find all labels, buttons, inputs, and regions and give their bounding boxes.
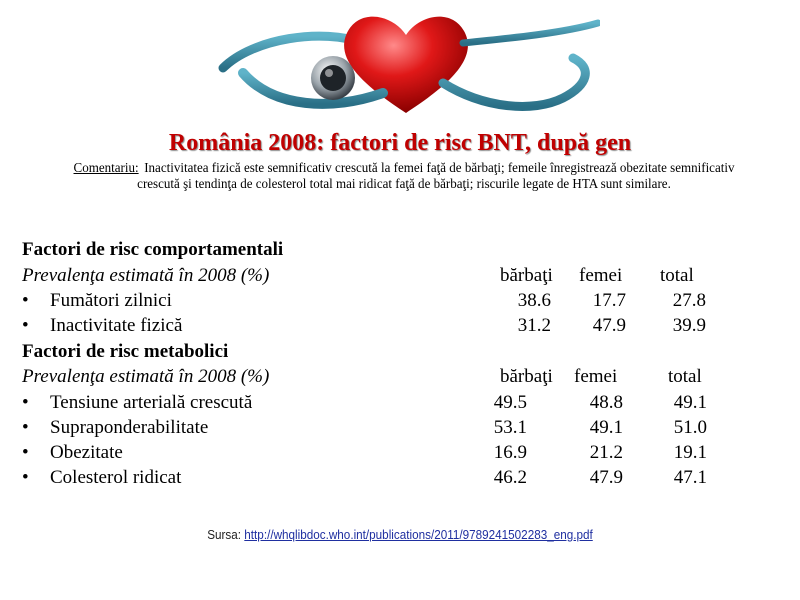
behavioral-heading: Factori de risc comportamentali bbox=[22, 239, 284, 260]
value-total: 49.1 bbox=[673, 392, 707, 413]
page-title: România 2008: factori de risc BNT, după gen bbox=[168, 130, 632, 156]
bullet-icon: • bbox=[22, 442, 29, 463]
value-women: 47.9 bbox=[592, 315, 626, 336]
value-total: 39.9 bbox=[672, 315, 706, 336]
comment-paragraph bbox=[54, 161, 753, 193]
bullet-icon: • bbox=[22, 417, 29, 438]
metabolic-subheading: Prevalenţa estimată în 2008 (%) bbox=[22, 366, 270, 387]
row-label: Obezitate bbox=[50, 442, 123, 463]
value-total: 27.8 bbox=[672, 290, 706, 311]
column-header-women: femei bbox=[574, 366, 618, 387]
metabolic-heading: Factori de risc metabolici bbox=[22, 341, 229, 362]
value-women: 49.1 bbox=[589, 417, 623, 438]
value-men: 49.5 bbox=[493, 392, 527, 413]
value-total: 19.1 bbox=[673, 442, 707, 463]
column-header-men: bărbaţi bbox=[500, 265, 553, 286]
bullet-icon: • bbox=[22, 290, 29, 311]
row-label: Inactivitate fizică bbox=[50, 315, 183, 336]
column-header-men: bărbaţi bbox=[500, 366, 553, 387]
comment-text: Inactivitatea fizică este semnificativ crescută la femei faţă de bărbaţi; femeile înregistrează obezitate semnificativ crescută şi tendinţa de colesterol total mai ridicat faţă de bărbaţi; riscurile legate de HTA sunt similare. bbox=[137, 161, 735, 192]
row-label: Supraponderabilitate bbox=[50, 417, 209, 438]
heart-icon bbox=[213, 13, 600, 120]
column-header-total: total bbox=[668, 366, 702, 387]
value-total: 47.1 bbox=[673, 467, 707, 488]
value-men: 31.2 bbox=[517, 315, 551, 336]
source-link[interactable]: http://whqlibdoc.who.int/publications/2011/9789241502283_eng.pdf bbox=[244, 527, 593, 542]
value-women: 48.8 bbox=[589, 392, 623, 413]
value-women: 47.9 bbox=[589, 467, 623, 488]
value-men: 46.2 bbox=[493, 467, 527, 488]
source-label: Sursa: bbox=[207, 527, 242, 542]
value-men: 16.9 bbox=[493, 442, 527, 463]
column-header-total: total bbox=[660, 265, 694, 286]
value-men: 38.6 bbox=[517, 290, 551, 311]
value-men: 53.1 bbox=[493, 417, 527, 438]
row-label: Colesterol ridicat bbox=[50, 467, 182, 488]
heart-stethoscope-image bbox=[213, 13, 600, 120]
bullet-icon: • bbox=[22, 392, 29, 413]
row-label: Fumători zilnici bbox=[50, 290, 172, 311]
value-total: 51.0 bbox=[673, 417, 707, 438]
comment-label: Comentariu: bbox=[73, 161, 139, 176]
value-women: 21.2 bbox=[589, 442, 623, 463]
source-line bbox=[40, 527, 760, 542]
value-women: 17.7 bbox=[592, 290, 626, 311]
column-header-women: femei bbox=[579, 265, 623, 286]
behavioral-subheading: Prevalenţa estimată în 2008 (%) bbox=[22, 265, 270, 286]
row-label: Tensiune arterială crescută bbox=[50, 392, 253, 413]
bullet-icon: • bbox=[22, 467, 29, 488]
bullet-icon: • bbox=[22, 315, 29, 336]
